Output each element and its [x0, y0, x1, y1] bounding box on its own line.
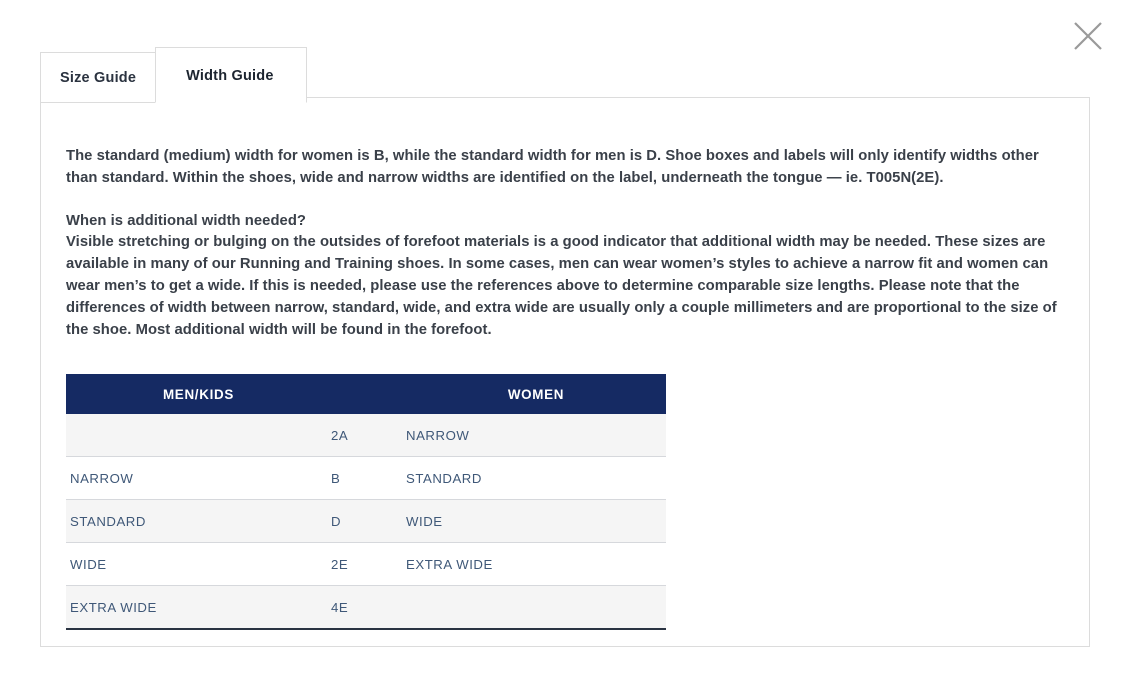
table-row: [66, 500, 666, 543]
subheading-when-additional-width: When is additional width needed?: [66, 212, 306, 229]
cell-men: [66, 414, 331, 457]
tab-width-guide[interactable]: [155, 47, 306, 103]
table-head: [66, 374, 666, 414]
tab-size-guide[interactable]: [40, 52, 159, 103]
paragraph-spacer: [66, 190, 1065, 211]
cell-code: B: [331, 457, 406, 500]
cell-men: WIDE: [66, 543, 331, 586]
column-header-women: WOMEN: [406, 374, 666, 414]
cell-men: STANDARD: [66, 500, 331, 543]
table-body: [66, 414, 666, 629]
width-guide-panel: [40, 97, 1090, 647]
table-row: [66, 543, 666, 586]
cell-code: 4E: [331, 586, 406, 630]
width-comparison-table: [66, 374, 666, 630]
cell-women: EXTRA WIDE: [406, 543, 666, 586]
table-header-row: [66, 374, 666, 414]
cell-women: WIDE: [406, 500, 666, 543]
table-row: [66, 586, 666, 630]
column-header-code: [331, 374, 406, 414]
detail-paragraph: Visible stretching or bulging on the outsides of forefoot materials is a good indicator that additional width may be needed. These sizes are available in many of our Running and Training shoes. In some cases, men can wear women’s styles to achieve a narrow fit and women can wear men’s to get a wide. If this is needed, please use the references above to determine comparable size lengths. Please note that the differences of width between narrow, standard, wide, and extra wide are usually only a couple millimeters and are proportional to the size of the shoe. Most additional width will be found in the forefoot.: [66, 234, 1057, 338]
table-row: [66, 414, 666, 457]
cell-women: STANDARD: [406, 457, 666, 500]
cell-men: NARROW: [66, 457, 331, 500]
cell-men: EXTRA WIDE: [66, 586, 331, 630]
column-header-men-kids: MEN/KIDS: [66, 374, 331, 414]
close-icon[interactable]: [1068, 16, 1108, 56]
cell-code: D: [331, 500, 406, 543]
cell-code: 2A: [331, 414, 406, 457]
panel-content: [41, 98, 1089, 630]
cell-women: NARROW: [406, 414, 666, 457]
tab-size-guide-label: Size Guide: [60, 70, 137, 86]
tab-bar: [40, 47, 307, 103]
cell-women: [406, 586, 666, 630]
tab-width-guide-label: Width Guide: [186, 68, 274, 84]
close-icon-glyph: [1068, 16, 1108, 56]
intro-paragraph: The standard (medium) width for women is B, while the standard width for men is D. Shoe boxes and labels will only identify widths other than standard. Within the shoes, wide and narrow widths are identified on the label, underneath the tongue — ie. T005N(2E).: [66, 148, 1039, 186]
table-row: [66, 457, 666, 500]
cell-code: 2E: [331, 543, 406, 586]
